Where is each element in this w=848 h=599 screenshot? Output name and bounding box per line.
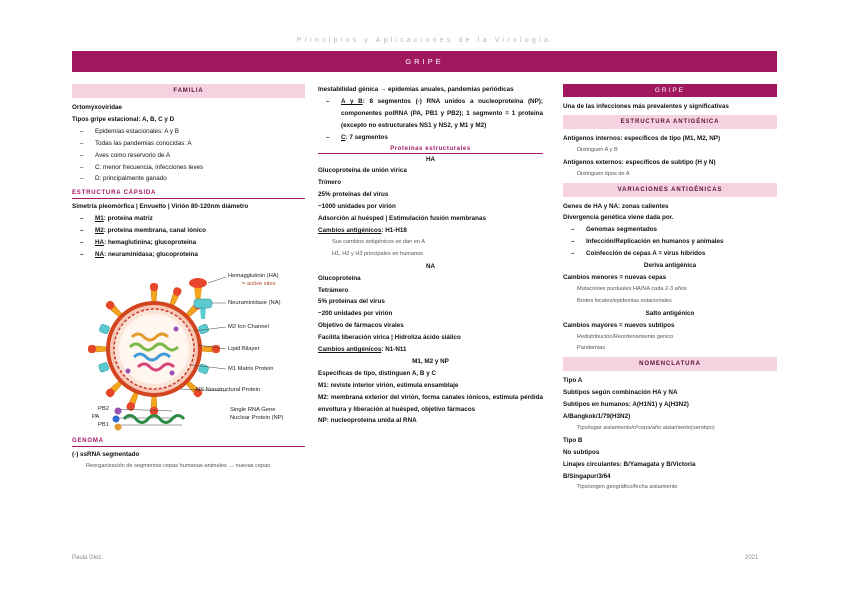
ha-line: Adsorción al huésped | Estimulación fusión membranas — [318, 215, 486, 223]
section-estructura-antigenica-heading: ESTRUCTURA ANTIGÉNICA — [563, 115, 777, 129]
ha-sub: Sus cambios antigénicos se dan en A — [332, 238, 425, 245]
nom-line: Subtipos en humanos: A(H1N1) y A(H3N2) — [563, 401, 689, 409]
m-line: Específicas de tipo, distinguen A, B y C — [318, 369, 437, 377]
ha-cambios: Cambios antigénicos: H1-H18 — [318, 226, 407, 234]
footer-author: Paula Glez. — [72, 555, 104, 561]
section-genoma-heading: GENOMA — [72, 435, 305, 447]
m-line: NP: nucleoproteína unida al RNA — [318, 417, 417, 425]
salto-title: Salto antigénico — [645, 309, 695, 317]
nom-line: B/Singapur/3/64 — [563, 472, 611, 480]
nom-sub: Tipo/lugar aislamiento/nºcepa/año aislamiento(serotipo) — [577, 424, 715, 431]
ha-spikes — [88, 278, 220, 415]
antigenos-externos-sub: Distinguen tipos de A — [577, 170, 630, 177]
nom-line: Subtipos según combinación HA y NA — [563, 389, 678, 397]
list-item-c: – C: 7 segmentos — [326, 133, 388, 141]
label-rna: Single RNA Gene — [230, 406, 276, 413]
footer-year: 2021 — [745, 555, 759, 561]
na-line: Facilita liberación vírica | Hidroliza ácido siálico — [318, 334, 461, 342]
ha-sub: H1, H2 y H3 principales en humanos — [332, 250, 424, 257]
cambios-mayores: Cambios mayores = nuevos subtipos — [563, 321, 675, 329]
na-line: Tetrámero — [318, 286, 349, 294]
menores-sub: Mutaciones puntuales HA/NA cada 2-3 años — [577, 285, 687, 292]
ha-title: HA — [425, 155, 436, 163]
list-item: – Infección/Replicación en humanos y animales — [571, 238, 724, 246]
section-estructura-heading: ESTRUCTURA CÁPSIDA — [72, 187, 305, 199]
mayores-sub: Redistribución/Reordenamiento genico — [577, 333, 674, 340]
m-title: M1, M2 y NP — [412, 357, 449, 365]
label-pb1: PB1 — [98, 421, 109, 428]
label-np: Nuclear Protein (NP) — [230, 414, 284, 421]
virus-structure-diagram — [72, 269, 305, 431]
na-line: 5% proteínas del virus — [318, 298, 385, 306]
nom-line: Tipo B — [563, 436, 583, 444]
list-item: – Todas las pandemias conocidas: A — [80, 139, 192, 147]
page-title: GRIPE — [72, 51, 777, 72]
na-line: ~200 unidades por virión — [318, 310, 393, 318]
nom-sub: Tipo/origen geográfico/fecha aislamiento — [577, 484, 678, 491]
label-pb2: PB2 — [98, 405, 109, 412]
label-m1: M1 Matrix Protein — [228, 365, 274, 372]
list-item: – C: menor frecuencia, infecciones leves — [80, 163, 204, 171]
genoma-note: Reorganización de segmentos cepas humanas-animales → nuevas cepas — [86, 462, 271, 469]
label-ha: Hemagglutinin (HA) — [228, 272, 279, 279]
nom-line: A/Bangkok/1/79(H3N2) — [563, 413, 631, 421]
section-proteinas-heading: Proteínas estructurales — [318, 144, 543, 154]
section-familia-heading: FAMILIA — [72, 84, 305, 98]
cambios-menores: Cambios menores = nuevas cepas — [563, 273, 667, 281]
deriva-title: Deriva antigénica — [643, 262, 697, 270]
document-header: Principios y Aplicaciones de la Virología — [296, 37, 552, 44]
list-item: – HA: hemaglutinina; glucoproteína — [80, 239, 197, 247]
tipos-list — [72, 126, 305, 186]
divergencia-text: Divergencia genética viene dada por. — [563, 214, 674, 222]
antigenos-internos: Antígenos internos: específicos de tipo (M1, M2, NP) — [563, 134, 721, 142]
list-item: – Epidemias estacionales: A y B — [80, 127, 180, 135]
section-gripe-heading: GRIPE — [563, 84, 777, 97]
mayores-sub: Pandemias — [577, 345, 605, 352]
na-line: Glucoproteína — [318, 274, 361, 282]
na-line: Objetivo de fármacos virales — [318, 322, 404, 330]
m-line: M2: membrana exterior del virión, forma canales iónicos, estimula pérdida envoltura y liberación al huésped, objetivo fármacos — [318, 393, 543, 413]
label-na: Neuraminidase (NA) — [228, 299, 281, 306]
intro-text: Una de las infecciones más prevalentes y significativas — [563, 103, 729, 110]
ha-line: Trímero — [318, 179, 342, 187]
genoma-type: (-) ssRNA segmentado — [72, 450, 140, 458]
column-middle — [318, 84, 543, 427]
tipos-gripe: Tipos gripe estacional: A, B, C y D — [72, 115, 175, 123]
m-line: M1: reviste interior virión, estimula ensamblaje — [318, 381, 459, 389]
label-ns: NS Nonstructural Protein — [196, 386, 261, 393]
nom-line: No subtipos — [563, 448, 600, 456]
genes-text: Genes de HA y NA: zonas calientes — [563, 202, 669, 210]
ha-line: ~1000 unidades por virión — [318, 203, 396, 211]
antigenos-externos: Antígenos externos: específicos de subtipo (H y N) — [563, 158, 716, 166]
list-item: – Aves como reservorio de A — [80, 151, 171, 159]
ha-line: 25% proteínas del virus — [318, 191, 389, 199]
nom-line: Tipo A — [563, 377, 583, 385]
list-item: – M1: proteína matriz — [80, 215, 153, 223]
list-item: – D: principalmente ganado — [80, 175, 167, 183]
list-item: – NA: neuraminidasa; glucoproteína — [80, 250, 198, 258]
section-nomenclatura-heading: NOMENCLATURA — [563, 357, 777, 371]
column-left — [72, 82, 305, 471]
antigenos-internos-sub: Distinguen A y B — [577, 146, 618, 153]
nom-line: Linajes circulantes: B/Yamagata y B/Victoria — [563, 460, 696, 468]
column-right — [563, 82, 777, 494]
list-item: – Coinfección de cepas A = virus híbridos — [571, 250, 706, 258]
protein-list — [72, 213, 305, 261]
list-item: – M2: proteína membrana, canal iónico — [80, 227, 206, 235]
inestabilidad-text: Inestabilidad génica → epidemias anuales, pandemias periódicas — [318, 86, 514, 93]
list-item-ab: – A y B: 8 segmentos (-) RNA unidos a nucleoproteína (NP); componentes polRNA (PA, PB1 y PB2); 1 segmento = 1 proteína (excepto no estructurales NS1 y NS2, y M1 y M2) — [326, 97, 543, 129]
ha-line: Glucoproteína de unión vírica — [318, 167, 407, 175]
na-title: NA — [425, 262, 436, 270]
label-active-sites: = active sites — [242, 280, 276, 287]
label-pa: PA — [92, 413, 100, 420]
list-item: – Genomas segmentados — [571, 226, 658, 234]
na-cambios: Cambios antigénicos: N1-N11 — [318, 346, 407, 354]
simetria-text: Simetría pleomórfica | Envuelto | Virión 80-120nm diámetro — [72, 203, 249, 211]
menores-sub: Brotes locales/epidemias estacionales — [577, 297, 672, 304]
section-variaciones-heading: VARIACIONES ANTIGÉNICAS — [563, 183, 777, 197]
familia-name: Ortomyxoviridae — [72, 104, 123, 111]
label-m2: M2 Ion Channel — [228, 323, 269, 330]
label-lipid: Lipid Bilayer — [228, 345, 260, 352]
